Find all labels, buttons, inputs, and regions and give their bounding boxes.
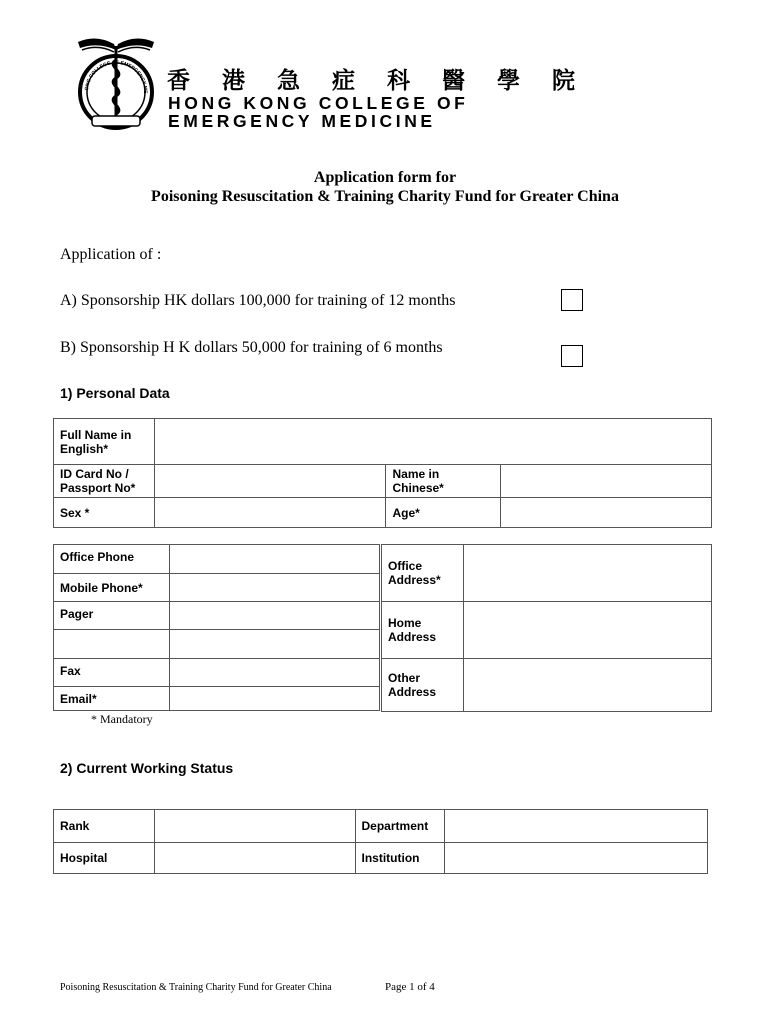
table-row bbox=[54, 659, 380, 687]
id-card-label: ID Card No / Passport No* bbox=[54, 465, 155, 498]
table-row bbox=[382, 659, 712, 712]
home-address-field[interactable] bbox=[463, 602, 711, 659]
form-title-line2: Poisoning Resuscitation & Training Charity Fund for Greater China bbox=[151, 188, 619, 205]
table-row bbox=[54, 602, 380, 630]
mandatory-note: * Mandatory bbox=[91, 712, 153, 726]
department-label: Department bbox=[355, 810, 445, 843]
id-card-field[interactable] bbox=[154, 465, 386, 498]
blank-label bbox=[54, 630, 170, 659]
table-row bbox=[54, 843, 708, 874]
office-address-field[interactable] bbox=[463, 545, 711, 602]
institution-field[interactable] bbox=[445, 843, 708, 874]
application-of-label: Application of : bbox=[60, 246, 162, 263]
fax-label: Fax bbox=[54, 659, 170, 687]
table-row bbox=[54, 545, 380, 574]
rank-field[interactable] bbox=[154, 810, 355, 843]
option-b-checkbox[interactable] bbox=[561, 345, 583, 367]
institution-label: Institution bbox=[355, 843, 445, 874]
name-chinese-field[interactable] bbox=[501, 465, 712, 498]
table-row bbox=[382, 545, 712, 602]
form-title-line1: Application form for bbox=[313, 169, 457, 186]
option-b-label: B) Sponsorship H K dollars 50,000 for training of 6 months bbox=[60, 339, 443, 356]
table-row bbox=[54, 687, 380, 711]
pager-field[interactable] bbox=[169, 602, 379, 630]
org-name-chinese: 香 港 急 症 科 醫 學 院 bbox=[167, 68, 588, 94]
office-address-label: Office Address* bbox=[382, 545, 464, 602]
option-a-label: A) Sponsorship HK dollars 100,000 for training of 12 months bbox=[60, 292, 456, 309]
pager-label: Pager bbox=[54, 602, 170, 630]
option-a-checkbox[interactable] bbox=[561, 289, 583, 311]
home-address-label: Home Address bbox=[382, 602, 464, 659]
org-name-english bbox=[168, 94, 468, 130]
full-name-label: Full Name in English* bbox=[54, 419, 155, 465]
email-field[interactable] bbox=[169, 687, 379, 711]
office-phone-label: Office Phone bbox=[54, 545, 170, 574]
hospital-field[interactable] bbox=[154, 843, 355, 874]
mobile-phone-field[interactable] bbox=[169, 574, 379, 602]
org-name-line1: HONG KONG COLLEGE OF bbox=[168, 93, 469, 113]
rank-label: Rank bbox=[54, 810, 155, 843]
section-personal-data-heading: 1) Personal Data bbox=[60, 385, 170, 401]
fax-field[interactable] bbox=[169, 659, 379, 687]
table-row bbox=[382, 602, 712, 659]
full-name-field[interactable] bbox=[154, 419, 711, 465]
table-row bbox=[54, 419, 712, 465]
footer-document-name: Poisoning Resuscitation & Training Charity Fund for Greater China bbox=[60, 982, 332, 993]
section-working-status-heading: 2) Current Working Status bbox=[60, 760, 234, 776]
org-name-line2: EMERGENCY MEDICINE bbox=[168, 111, 436, 131]
blank-field[interactable] bbox=[169, 630, 379, 659]
age-field[interactable] bbox=[501, 498, 712, 528]
svg-text:HONG KONG COLLEGE OF EMERGENCY: ONG COLLEGE OF EMERGENCY ME bbox=[84, 59, 149, 94]
sex-field[interactable] bbox=[154, 498, 386, 528]
contact-phone-table bbox=[53, 544, 380, 711]
table-row bbox=[54, 498, 712, 528]
other-address-field[interactable] bbox=[463, 659, 711, 712]
table-row bbox=[54, 630, 380, 659]
mobile-phone-label: Mobile Phone* bbox=[54, 574, 170, 602]
hospital-label: Hospital bbox=[54, 843, 155, 874]
college-logo bbox=[76, 36, 156, 132]
other-address-label: Other Address bbox=[382, 659, 464, 712]
age-label: Age* bbox=[386, 498, 501, 528]
department-field[interactable] bbox=[445, 810, 708, 843]
footer-page-number: Page 1 of 4 bbox=[385, 981, 435, 993]
office-phone-field[interactable] bbox=[169, 545, 379, 574]
working-status-table bbox=[53, 809, 708, 874]
name-chinese-label: Name in Chinese* bbox=[386, 465, 501, 498]
contact-address-table bbox=[381, 544, 712, 712]
table-row bbox=[54, 465, 712, 498]
email-label: Email* bbox=[54, 687, 170, 711]
personal-data-table bbox=[53, 418, 712, 528]
table-row bbox=[54, 810, 708, 843]
table-row bbox=[54, 574, 380, 602]
sex-label: Sex * bbox=[54, 498, 155, 528]
